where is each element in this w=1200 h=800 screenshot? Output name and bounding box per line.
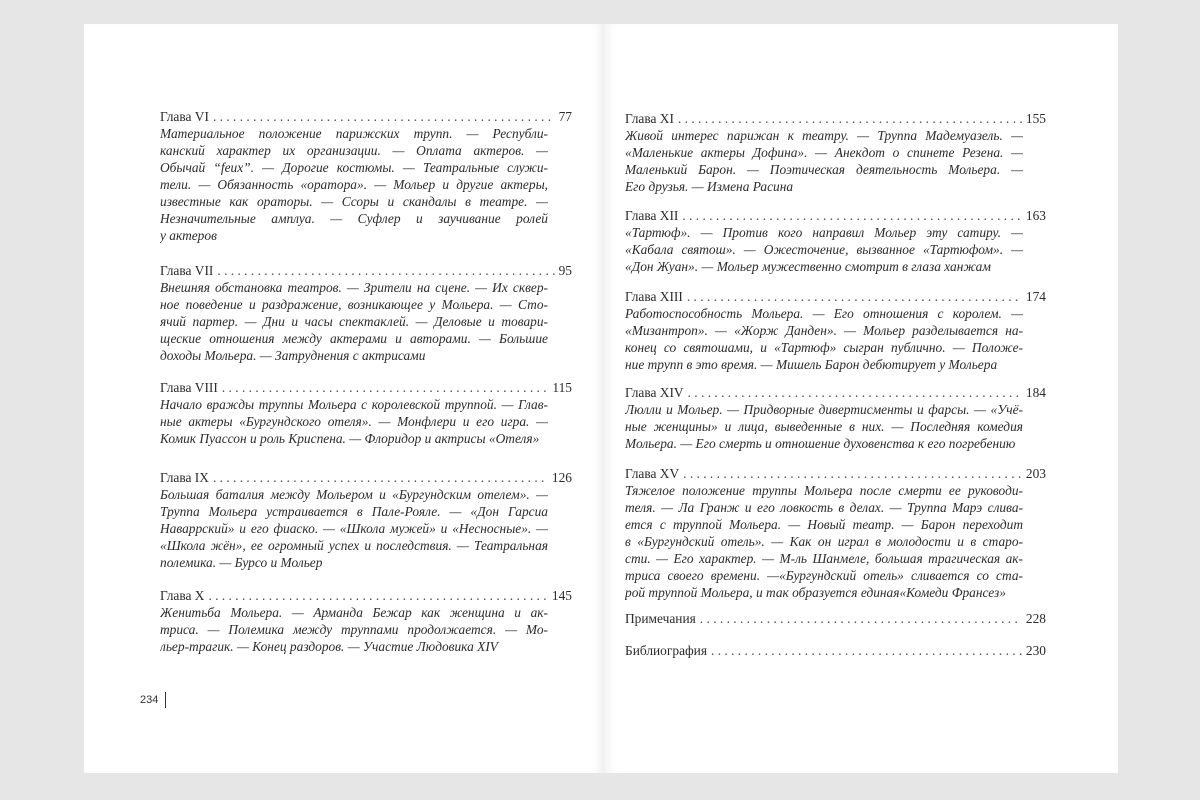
dot-leader bbox=[700, 610, 1022, 627]
summary-line: «Тартюф». — Против кого направил Мольер эту сатиру. — bbox=[625, 225, 1023, 240]
toc-entry bbox=[160, 469, 572, 571]
dot-leader bbox=[683, 465, 1022, 482]
page-ref: 230 bbox=[1025, 643, 1046, 658]
summary-line: Мольера. — Его смерть и отношение духовенства к его погребению bbox=[625, 436, 1016, 451]
chapter-title: Глава XIII bbox=[625, 289, 683, 304]
chapter-title: Глава IX bbox=[160, 470, 209, 485]
chapter-title: Глава X bbox=[160, 588, 205, 603]
summary-line: триса своего времени. —«Бургундский отель» сливается со ста- bbox=[625, 568, 1023, 583]
chapter-summary bbox=[625, 305, 1023, 373]
summary-line: ное поведение и раздражение, возникающее у Мольера. — Сто- bbox=[160, 297, 548, 312]
summary-line: доходы Мольера. — Затруднения с актрисами bbox=[160, 348, 426, 363]
chapter-summary bbox=[625, 401, 1023, 452]
page-ref: 228 bbox=[1025, 611, 1046, 626]
chapter-summary bbox=[625, 224, 1023, 275]
toc-entry-heading[interactable] bbox=[160, 587, 572, 604]
summary-line: ется с труппой Мольера. — Новый театр. — Барон переходит bbox=[625, 517, 1023, 532]
summary-line: в «Бургундский отель». — Как он играл в молодости и в старо- bbox=[625, 534, 1023, 549]
dot-leader bbox=[678, 110, 1022, 127]
summary-line: Живой интерес парижан к театру. — Труппа Мадемуазель. — bbox=[625, 128, 1023, 143]
summary-line: Женитьба Мольера. — Арманда Бежар как женщина и ак- bbox=[160, 605, 548, 620]
summary-line: льер-трагик. — Конец раздоров. — Участие Людовика XIV bbox=[160, 639, 498, 654]
chapter-title: Глава XV bbox=[625, 466, 680, 481]
page-ref: 184 bbox=[1025, 385, 1046, 400]
summary-line: «Школа жён», ее огромный успех и последствия. — Театральная bbox=[160, 538, 548, 553]
page-ref: 126 bbox=[551, 470, 572, 485]
toc-entry-heading[interactable] bbox=[625, 288, 1046, 305]
toc-entry bbox=[625, 465, 1046, 601]
summary-line: «Дон Жуан». — Мольер мужественно смотрит в глаза ханжам bbox=[625, 259, 991, 274]
toc-entry-heading[interactable] bbox=[625, 465, 1046, 482]
summary-line: у актеров bbox=[160, 228, 217, 243]
toc-entry bbox=[625, 288, 1046, 373]
page-ref: 95 bbox=[558, 263, 572, 278]
toc-entry-heading[interactable] bbox=[160, 108, 572, 125]
summary-line: Работоспособность Мольера. — Его отношения с королем. — bbox=[625, 306, 1023, 321]
chapter-title: Глава XIV bbox=[625, 385, 684, 400]
summary-line: ные женщины» и лица, выведенные в них. — Последняя комедия bbox=[625, 419, 1023, 434]
chapter-title: Примечания bbox=[625, 611, 696, 626]
toc-entry bbox=[625, 642, 1046, 659]
summary-line: тели. — Обязанность «оратора». — Мольер и другие актеры, bbox=[160, 177, 548, 192]
summary-line: «Кабала святош». — Ожесточение, вызванное «Тартюфом». — bbox=[625, 242, 1023, 257]
summary-line: ячий партер. — Дни и часы спектаклей. — Деловые и товари- bbox=[160, 314, 548, 329]
dot-leader bbox=[213, 108, 555, 125]
chapter-title: Глава XII bbox=[625, 208, 679, 223]
summary-line: конец со святошами, и «Тартюф» сыгран публично. — Положе- bbox=[625, 340, 1023, 355]
summary-line: Внешняя обстановка театров. — Зрители на сцене. — Их сквер- bbox=[160, 280, 548, 295]
summary-line: Большая баталия между Мольером и «Бургундским отелем». — bbox=[160, 487, 548, 502]
summary-line: Обычай “feux”. — Дорогие костюмы. — Театральные служи- bbox=[160, 160, 548, 175]
dot-leader bbox=[208, 587, 547, 604]
dot-leader bbox=[711, 642, 1022, 659]
toc-entry-heading[interactable] bbox=[625, 110, 1046, 127]
summary-line: канский характер их организации. — Оплата актеров. — bbox=[160, 143, 548, 158]
summary-line: Тяжелое положение труппы Мольера после смерти ее руководи- bbox=[625, 483, 1023, 498]
page-ref: 163 bbox=[1025, 208, 1046, 223]
toc-entry-heading[interactable] bbox=[625, 384, 1046, 401]
chapter-summary bbox=[160, 125, 548, 244]
summary-line: рой труппой Мольера, и так образуется единая«Комеди Франсез» bbox=[625, 585, 1006, 600]
summary-line: щеские отношения между актерами и авторами. — Большие bbox=[160, 331, 548, 346]
toc-entry-heading[interactable] bbox=[625, 610, 1046, 627]
page-folio bbox=[140, 692, 166, 708]
toc-entry bbox=[625, 610, 1046, 627]
page-ref: 145 bbox=[551, 588, 572, 603]
toc-entry bbox=[625, 207, 1046, 275]
chapter-summary bbox=[625, 482, 1023, 601]
chapter-title: Глава VIII bbox=[160, 380, 218, 395]
chapter-title: Глава VII bbox=[160, 263, 214, 278]
summary-line: Незначительные амплуа. — Суфлер и заучивание ролей bbox=[160, 211, 548, 226]
summary-line: Комик Пуассон и роль Криспена. — Флоридор и актрисы «Отеля» bbox=[160, 431, 540, 446]
toc-entry-heading[interactable] bbox=[160, 379, 572, 396]
page-ref: 203 bbox=[1025, 466, 1046, 481]
summary-line: Его друзья. — Измена Расина bbox=[625, 179, 794, 194]
summary-line: Начало вражды труппы Мольера с королевской труппой. — Глав- bbox=[160, 397, 548, 412]
toc-entry bbox=[160, 262, 572, 364]
dot-leader bbox=[682, 207, 1022, 224]
dot-leader bbox=[217, 262, 554, 279]
folio-rule bbox=[165, 692, 166, 708]
page-ref: 115 bbox=[552, 380, 572, 395]
summary-line: Материальное положение парижских трупп. — Республи- bbox=[160, 126, 548, 141]
chapter-summary bbox=[625, 127, 1023, 195]
toc-entry-heading[interactable] bbox=[625, 642, 1046, 659]
summary-line: «Маленькие актеры Дофина». — Анекдот о спинете Резена. — bbox=[625, 145, 1023, 160]
summary-line: Труппа Мольера устраивается в Пале-Рояле. — «Дон Гарсиа bbox=[160, 504, 548, 519]
chapter-title: Глава VI bbox=[160, 109, 209, 124]
summary-line: ные актеры «Бургундского отеля». — Монфлери и его игра. — bbox=[160, 414, 548, 429]
summary-line: полемика. — Бурсо и Мольер bbox=[160, 555, 323, 570]
page-ref: 174 bbox=[1025, 289, 1046, 304]
toc-entry bbox=[625, 110, 1046, 195]
chapter-summary bbox=[160, 486, 548, 571]
summary-line: ние трупп в это время. — Мишель Барон дебютирует у Мольера bbox=[625, 357, 998, 372]
chapter-title: Библиография bbox=[625, 643, 708, 658]
summary-line: теля. — Ла Гранж и его ловкость в делах. — Труппа Марэ слива- bbox=[625, 500, 1023, 515]
dot-leader bbox=[222, 379, 549, 396]
toc-entry bbox=[160, 379, 572, 447]
chapter-title: Глава XI bbox=[625, 111, 674, 126]
toc-entry-heading[interactable] bbox=[160, 262, 572, 279]
toc-entry bbox=[160, 587, 572, 655]
dot-leader bbox=[688, 384, 1022, 401]
summary-line: сти. — Его характер. — М-ль Шанмеле, большая трагическая ак- bbox=[625, 551, 1023, 566]
toc-entry bbox=[160, 108, 572, 244]
toc-entry-heading[interactable] bbox=[625, 207, 1046, 224]
summary-line: триса. — Полемика между труппами продолжается. — Мо- bbox=[160, 622, 548, 637]
toc-entry bbox=[625, 384, 1046, 452]
chapter-summary bbox=[160, 396, 548, 447]
dot-leader bbox=[213, 469, 548, 486]
dot-leader bbox=[687, 288, 1022, 305]
summary-line: известные как ораторы. — Ссоры и скандалы в театре. — bbox=[160, 194, 548, 209]
summary-line: Маленький Барон. — Поэтическая деятельность Мольера. — bbox=[625, 162, 1023, 177]
page-ref: 155 bbox=[1025, 111, 1046, 126]
summary-line: Наваррский» и его фиаско. — «Школа мужей» и «Несносные». — bbox=[160, 521, 548, 536]
summary-line: Люлли и Мольер. — Придворные дивертисменты и фарсы. — «Учё- bbox=[625, 402, 1023, 417]
summary-line: «Мизантроп». — «Жорж Данден». — Мольер разделывается на- bbox=[625, 323, 1023, 338]
chapter-summary bbox=[160, 279, 548, 364]
page-number: 234 bbox=[140, 694, 159, 706]
chapter-summary bbox=[160, 604, 548, 655]
page-ref: 77 bbox=[558, 109, 572, 124]
toc-entry-heading[interactable] bbox=[160, 469, 572, 486]
